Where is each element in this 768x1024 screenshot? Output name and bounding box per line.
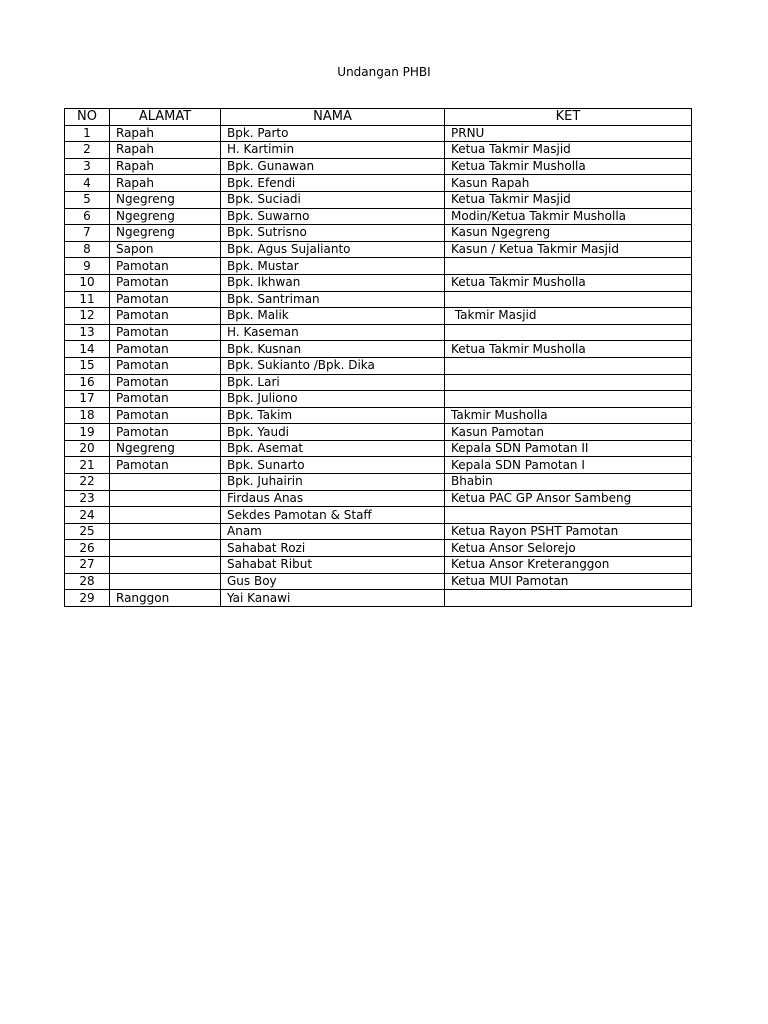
cell-alamat: Pamotan bbox=[110, 357, 221, 374]
cell-nama: Bpk. Gunawan bbox=[221, 158, 445, 175]
table-row bbox=[65, 191, 692, 208]
column-header-ket: KET bbox=[445, 109, 692, 126]
table-row bbox=[65, 241, 692, 258]
column-header-nama: NAMA bbox=[221, 109, 445, 126]
cell-ket: Kasun Ngegreng bbox=[445, 225, 692, 242]
table-row bbox=[65, 208, 692, 225]
cell-ket: Modin/Ketua Takmir Musholla bbox=[445, 208, 692, 225]
table-row bbox=[65, 573, 692, 590]
cell-no: 8 bbox=[65, 241, 110, 258]
cell-nama: Bpk. Ikhwan bbox=[221, 274, 445, 291]
cell-alamat: Pamotan bbox=[110, 291, 221, 308]
cell-nama: Bpk. Sukianto /Bpk. Dika bbox=[221, 357, 445, 374]
table-row bbox=[65, 308, 692, 325]
cell-nama: Bpk. Malik bbox=[221, 308, 445, 325]
cell-ket bbox=[445, 291, 692, 308]
cell-nama: Bpk. Efendi bbox=[221, 175, 445, 192]
cell-nama: Sahabat Ribut bbox=[221, 557, 445, 574]
cell-ket: Ketua Ansor Kreteranggon bbox=[445, 557, 692, 574]
table-row bbox=[65, 125, 692, 142]
cell-alamat: Rapah bbox=[110, 142, 221, 159]
table-row bbox=[65, 142, 692, 159]
cell-ket: Kasun Pamotan bbox=[445, 424, 692, 441]
cell-nama: Bpk. Agus Sujalianto bbox=[221, 241, 445, 258]
cell-no: 9 bbox=[65, 258, 110, 275]
cell-nama: Yai Kanawi bbox=[221, 590, 445, 607]
table-row bbox=[65, 557, 692, 574]
cell-no: 5 bbox=[65, 191, 110, 208]
cell-no: 27 bbox=[65, 557, 110, 574]
cell-nama: H. Kartimin bbox=[221, 142, 445, 159]
cell-alamat: Rapah bbox=[110, 175, 221, 192]
invitation-table bbox=[64, 108, 692, 607]
cell-no: 10 bbox=[65, 274, 110, 291]
table-row bbox=[65, 523, 692, 540]
cell-nama: Bpk. Santriman bbox=[221, 291, 445, 308]
cell-nama: Firdaus Anas bbox=[221, 490, 445, 507]
table-row bbox=[65, 158, 692, 175]
cell-ket: Ketua PAC GP Ansor Sambeng bbox=[445, 490, 692, 507]
table-row bbox=[65, 258, 692, 275]
cell-no: 7 bbox=[65, 225, 110, 242]
cell-ket: Ketua Takmir Musholla bbox=[445, 158, 692, 175]
column-header-no: NO bbox=[65, 109, 110, 126]
cell-alamat: Pamotan bbox=[110, 424, 221, 441]
cell-alamat: Ngegreng bbox=[110, 440, 221, 457]
cell-ket bbox=[445, 374, 692, 391]
cell-nama: Bpk. Suciadi bbox=[221, 191, 445, 208]
cell-no: 26 bbox=[65, 540, 110, 557]
cell-alamat: Pamotan bbox=[110, 457, 221, 474]
cell-ket: Kasun / Ketua Takmir Masjid bbox=[445, 241, 692, 258]
cell-alamat: Rapah bbox=[110, 158, 221, 175]
cell-alamat: Pamotan bbox=[110, 258, 221, 275]
cell-no: 16 bbox=[65, 374, 110, 391]
table-row bbox=[65, 490, 692, 507]
cell-no: 24 bbox=[65, 507, 110, 524]
cell-ket: Ketua MUI Pamotan bbox=[445, 573, 692, 590]
cell-ket: PRNU bbox=[445, 125, 692, 142]
table-row bbox=[65, 457, 692, 474]
cell-alamat bbox=[110, 557, 221, 574]
cell-nama: Bpk. Juhairin bbox=[221, 474, 445, 491]
cell-no: 12 bbox=[65, 308, 110, 325]
cell-nama: Bpk. Sunarto bbox=[221, 457, 445, 474]
cell-alamat: Rapah bbox=[110, 125, 221, 142]
cell-ket: Takmir Musholla bbox=[445, 407, 692, 424]
cell-ket bbox=[445, 324, 692, 341]
cell-no: 17 bbox=[65, 391, 110, 408]
cell-alamat: Pamotan bbox=[110, 274, 221, 291]
cell-nama: Bpk. Kusnan bbox=[221, 341, 445, 358]
cell-no: 21 bbox=[65, 457, 110, 474]
cell-no: 20 bbox=[65, 440, 110, 457]
cell-alamat: Ngegreng bbox=[110, 208, 221, 225]
cell-nama: Bpk. Asemat bbox=[221, 440, 445, 457]
cell-no: 19 bbox=[65, 424, 110, 441]
cell-no: 15 bbox=[65, 357, 110, 374]
cell-nama: Bpk. Juliono bbox=[221, 391, 445, 408]
cell-alamat: Pamotan bbox=[110, 341, 221, 358]
cell-alamat: Ngegreng bbox=[110, 191, 221, 208]
cell-alamat: Ngegreng bbox=[110, 225, 221, 242]
cell-alamat: Pamotan bbox=[110, 374, 221, 391]
table-row bbox=[65, 391, 692, 408]
cell-ket bbox=[445, 357, 692, 374]
cell-no: 29 bbox=[65, 590, 110, 607]
table-row bbox=[65, 407, 692, 424]
cell-alamat bbox=[110, 507, 221, 524]
cell-alamat bbox=[110, 540, 221, 557]
cell-ket: Bhabin bbox=[445, 474, 692, 491]
cell-nama: Bpk. Lari bbox=[221, 374, 445, 391]
cell-nama: Bpk. Mustar bbox=[221, 258, 445, 275]
cell-alamat: Pamotan bbox=[110, 407, 221, 424]
cell-ket bbox=[445, 391, 692, 408]
cell-ket: Kasun Rapah bbox=[445, 175, 692, 192]
table-row bbox=[65, 324, 692, 341]
table-row bbox=[65, 424, 692, 441]
cell-nama: Bpk. Suwarno bbox=[221, 208, 445, 225]
table-row bbox=[65, 341, 692, 358]
cell-no: 6 bbox=[65, 208, 110, 225]
cell-alamat: Sapon bbox=[110, 241, 221, 258]
cell-no: 22 bbox=[65, 474, 110, 491]
table-row bbox=[65, 590, 692, 607]
cell-nama: Bpk. Takim bbox=[221, 407, 445, 424]
column-header-alamat: ALAMAT bbox=[110, 109, 221, 126]
table-row bbox=[65, 440, 692, 457]
cell-alamat bbox=[110, 523, 221, 540]
cell-no: 4 bbox=[65, 175, 110, 192]
cell-nama: Bpk. Sutrisno bbox=[221, 225, 445, 242]
table-row bbox=[65, 357, 692, 374]
cell-alamat: Pamotan bbox=[110, 324, 221, 341]
cell-nama: Anam bbox=[221, 523, 445, 540]
cell-no: 18 bbox=[65, 407, 110, 424]
cell-no: 3 bbox=[65, 158, 110, 175]
cell-nama: Bpk. Parto bbox=[221, 125, 445, 142]
cell-no: 25 bbox=[65, 523, 110, 540]
cell-alamat: Pamotan bbox=[110, 391, 221, 408]
cell-ket: Kepala SDN Pamotan II bbox=[445, 440, 692, 457]
table-row bbox=[65, 540, 692, 557]
cell-ket: Ketua Ansor Selorejo bbox=[445, 540, 692, 557]
cell-ket: Ketua Takmir Masjid bbox=[445, 191, 692, 208]
table-row bbox=[65, 507, 692, 524]
table-row bbox=[65, 291, 692, 308]
cell-ket bbox=[445, 590, 692, 607]
cell-ket: Ketua Takmir Masjid bbox=[445, 142, 692, 159]
cell-no: 13 bbox=[65, 324, 110, 341]
cell-alamat bbox=[110, 490, 221, 507]
table-body bbox=[65, 125, 692, 606]
cell-alamat: Ranggon bbox=[110, 590, 221, 607]
cell-ket bbox=[445, 258, 692, 275]
cell-no: 14 bbox=[65, 341, 110, 358]
table-row bbox=[65, 474, 692, 491]
cell-ket: Kepala SDN Pamotan I bbox=[445, 457, 692, 474]
table-row bbox=[65, 225, 692, 242]
cell-no: 2 bbox=[65, 142, 110, 159]
cell-ket bbox=[445, 507, 692, 524]
cell-alamat: Pamotan bbox=[110, 308, 221, 325]
cell-nama: Bpk. Yaudi bbox=[221, 424, 445, 441]
cell-nama: H. Kaseman bbox=[221, 324, 445, 341]
document-title: Undangan PHBI bbox=[337, 65, 431, 79]
table-row bbox=[65, 274, 692, 291]
cell-ket: Ketua Takmir Musholla bbox=[445, 341, 692, 358]
cell-nama: Sekdes Pamotan & Staff bbox=[221, 507, 445, 524]
cell-no: 23 bbox=[65, 490, 110, 507]
cell-alamat bbox=[110, 474, 221, 491]
table-header-row bbox=[65, 109, 692, 126]
cell-no: 28 bbox=[65, 573, 110, 590]
cell-no: 1 bbox=[65, 125, 110, 142]
table-row bbox=[65, 374, 692, 391]
cell-ket: Takmir Masjid bbox=[445, 308, 692, 325]
cell-no: 11 bbox=[65, 291, 110, 308]
cell-ket: Ketua Rayon PSHT Pamotan bbox=[445, 523, 692, 540]
cell-nama: Sahabat Rozi bbox=[221, 540, 445, 557]
cell-ket: Ketua Takmir Musholla bbox=[445, 274, 692, 291]
cell-nama: Gus Boy bbox=[221, 573, 445, 590]
cell-alamat bbox=[110, 573, 221, 590]
table-row bbox=[65, 175, 692, 192]
